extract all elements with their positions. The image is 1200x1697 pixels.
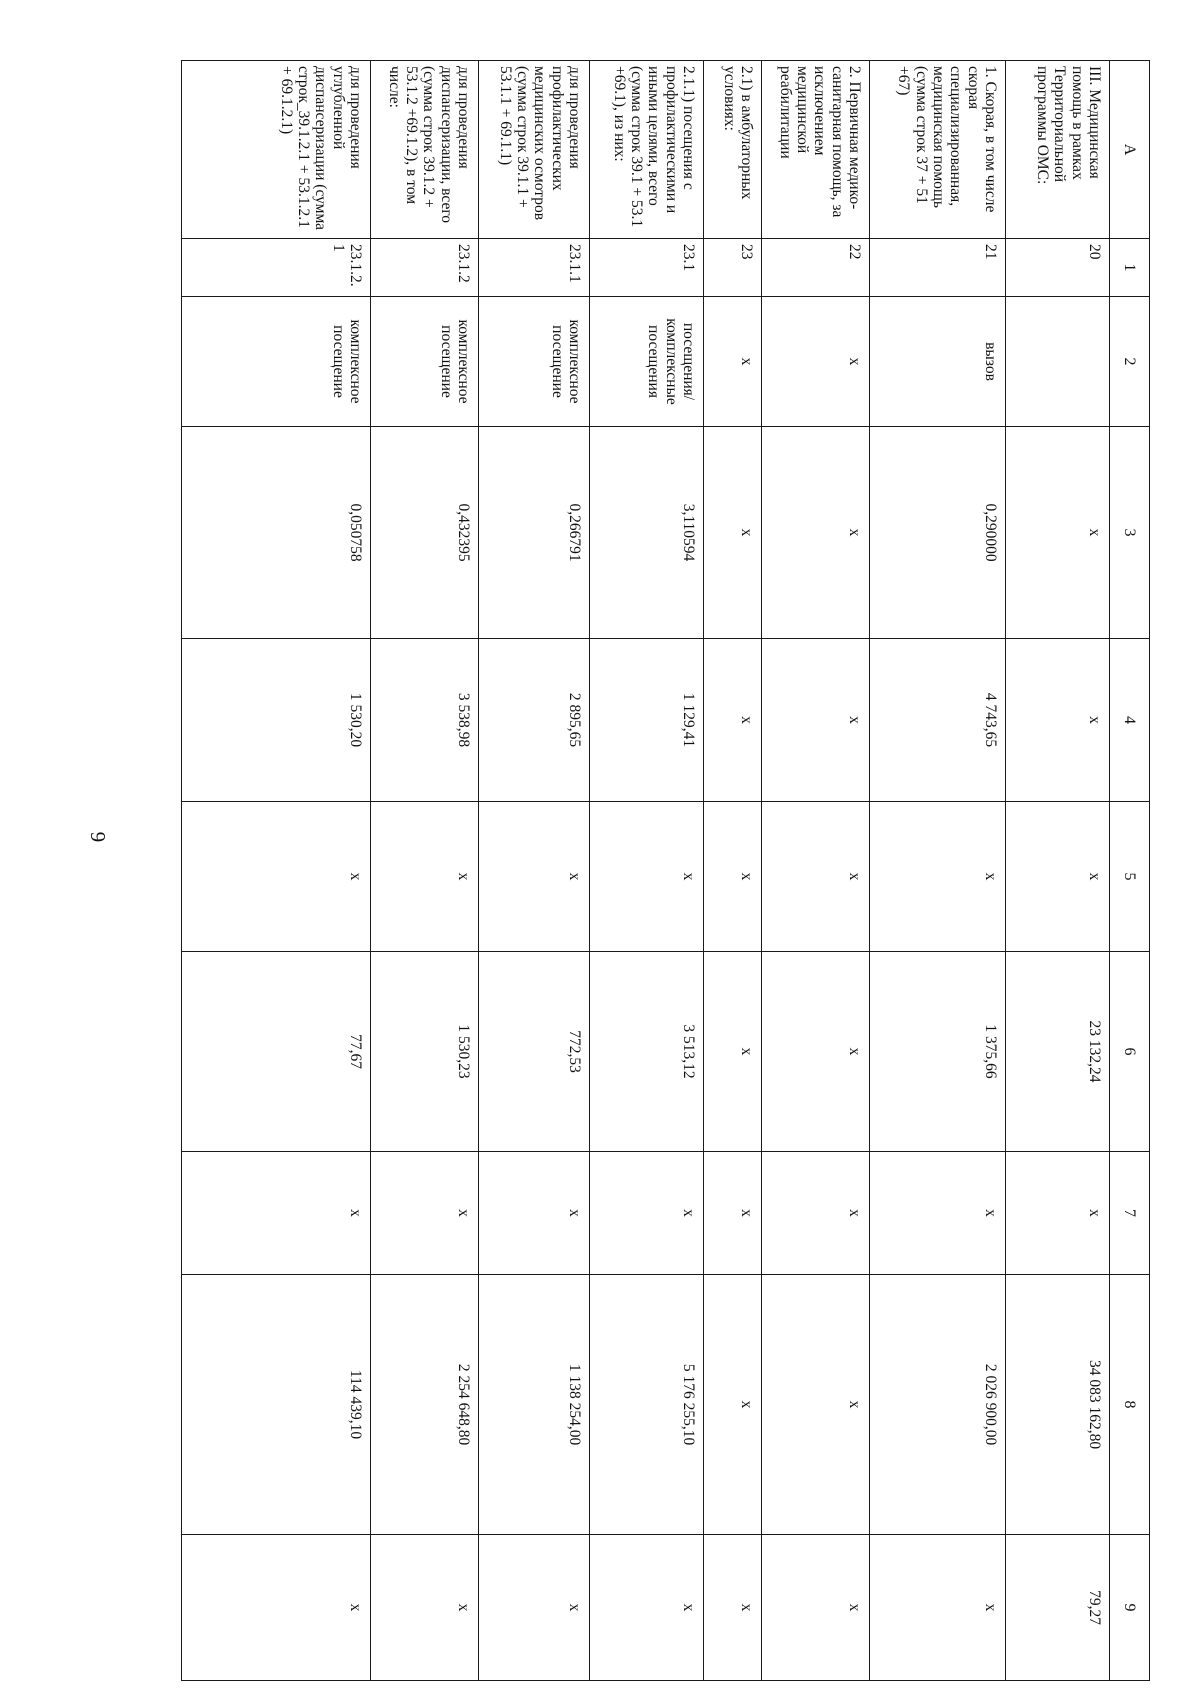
row-number-cell: 23.1.2 xyxy=(371,239,479,297)
value-cell-7: х xyxy=(870,1152,1006,1275)
value-cell-7: х xyxy=(182,1152,371,1275)
table-row xyxy=(870,61,1006,1681)
table-row xyxy=(590,61,704,1681)
value-cell-5: х xyxy=(704,802,762,952)
value-cell-6: 3 513,12 xyxy=(590,952,704,1152)
row-name-cell: 2. Первичная медико-санитарная помощь, за исключением медицинской реабилитации xyxy=(762,61,870,239)
value-cell-8: х xyxy=(762,1275,870,1535)
row-name-cell: 2.1.1) посещения с профилактическими и иными целями, всего (сумма строк 39.1 + 53.1 +69.1), из них: xyxy=(590,61,704,239)
value-cell-7: х xyxy=(371,1152,479,1275)
value-cell-6: 1 530,23 xyxy=(371,952,479,1152)
value-cell-3: х xyxy=(762,427,870,639)
value-cell-9: х xyxy=(704,1535,762,1681)
value-cell-7: х xyxy=(704,1152,762,1275)
row-number-cell: 23.1 xyxy=(590,239,704,297)
row-number-cell: 20 xyxy=(1006,239,1110,297)
value-cell-9: х xyxy=(590,1535,704,1681)
value-cell-9: х xyxy=(870,1535,1006,1681)
row-number-cell: 23.1.2.1 xyxy=(182,239,371,297)
unit-cell xyxy=(1006,297,1110,427)
table-row xyxy=(182,61,371,1681)
value-cell-8: 114 439,10 xyxy=(182,1275,371,1535)
value-cell-6: 23 132,24 xyxy=(1006,952,1110,1152)
value-cell-3: 3,110594 xyxy=(590,427,704,639)
unit-cell: х xyxy=(762,297,870,427)
value-cell-3: 0,266791 xyxy=(479,427,590,639)
header-cell-8: 8 xyxy=(1110,1275,1150,1535)
table-row xyxy=(1006,61,1110,1681)
value-cell-8: 5 176 255,10 xyxy=(590,1275,704,1535)
header-cell-9: 9 xyxy=(1110,1535,1150,1681)
header-cell-6: 6 xyxy=(1110,952,1150,1152)
value-cell-5: х xyxy=(590,802,704,952)
value-cell-7: х xyxy=(590,1152,704,1275)
value-cell-8: х xyxy=(704,1275,762,1535)
value-cell-5: х xyxy=(182,802,371,952)
value-cell-6: 1 375,66 xyxy=(870,952,1006,1152)
value-cell-3: х xyxy=(1006,427,1110,639)
value-cell-6: 772,53 xyxy=(479,952,590,1152)
value-cell-4: х xyxy=(762,639,870,802)
header-cell-4: 4 xyxy=(1110,639,1150,802)
header-cell-a: А xyxy=(1110,61,1150,239)
value-cell-9: 79,27 xyxy=(1006,1535,1110,1681)
unit-cell: посещения/ комплексные посещения xyxy=(590,297,704,427)
row-name-cell: для проведения углубленной диспансеризации (сумма строк_39.1.2.1 + 53.1.2.1 + 69.1.2.1) xyxy=(182,61,371,239)
unit-cell: комплексное посещение xyxy=(371,297,479,427)
value-cell-9: х xyxy=(371,1535,479,1681)
value-cell-4: 3 538,98 xyxy=(371,639,479,802)
value-cell-4: х xyxy=(704,639,762,802)
value-cell-6: х xyxy=(704,952,762,1152)
value-cell-5: х xyxy=(870,802,1006,952)
value-cell-6: х xyxy=(762,952,870,1152)
value-cell-3: х xyxy=(704,427,762,639)
value-cell-9: х xyxy=(182,1535,371,1681)
page-number: 6 xyxy=(86,831,110,843)
table-row xyxy=(762,61,870,1681)
header-cell-2: 2 xyxy=(1110,297,1150,427)
row-name-cell: 2.1) в амбулаторных условиях: xyxy=(704,61,762,239)
value-cell-4: 1 129,41 xyxy=(590,639,704,802)
value-cell-9: х xyxy=(762,1535,870,1681)
unit-cell: вызов xyxy=(870,297,1006,427)
value-cell-7: х xyxy=(762,1152,870,1275)
row-number-cell: 23.1.1 xyxy=(479,239,590,297)
value-cell-4: 2 895,65 xyxy=(479,639,590,802)
row-number-cell: 21 xyxy=(870,239,1006,297)
value-cell-7: х xyxy=(1006,1152,1110,1275)
value-cell-4: 1 530,20 xyxy=(182,639,371,802)
value-cell-5: х xyxy=(1006,802,1110,952)
value-cell-3: 0,290000 xyxy=(870,427,1006,639)
row-name-cell: для проведения профилактических медицинских осмотров (сумма строк 39.1.1 + 53.1.1 + 69.1.1) xyxy=(479,61,590,239)
financing-table xyxy=(181,60,1150,1681)
unit-cell: комплексное посещение xyxy=(182,297,371,427)
row-name-cell: 1. Скорая, в том числе скорая специализированная, медицинская помощь (сумма строк 37 + 51 +67) xyxy=(870,61,1006,239)
rotated-page-body xyxy=(182,60,1150,1680)
value-cell-9: х xyxy=(479,1535,590,1681)
value-cell-5: х xyxy=(479,802,590,952)
value-cell-8: 2 026 900,00 xyxy=(870,1275,1006,1535)
value-cell-3: 0,432395 xyxy=(371,427,479,639)
value-cell-8: 34 083 162,80 xyxy=(1006,1275,1110,1535)
value-cell-5: х xyxy=(371,802,479,952)
value-cell-7: х xyxy=(479,1152,590,1275)
value-cell-5: х xyxy=(762,802,870,952)
row-name-cell: III. Медицинская помощь в рамках Территориальной программы ОМС: xyxy=(1006,61,1110,239)
header-cell-7: 7 xyxy=(1110,1152,1150,1275)
value-cell-6: 77,67 xyxy=(182,952,371,1152)
header-row xyxy=(1110,61,1150,1681)
unit-cell: х xyxy=(704,297,762,427)
value-cell-8: 1 138 254,00 xyxy=(479,1275,590,1535)
table-row xyxy=(371,61,479,1681)
row-number-cell: 22 xyxy=(762,239,870,297)
table-row xyxy=(479,61,590,1681)
row-number-cell: 23 xyxy=(704,239,762,297)
value-cell-8: 2 254 648,80 xyxy=(371,1275,479,1535)
value-cell-3: 0,050758 xyxy=(182,427,371,639)
table-row xyxy=(704,61,762,1681)
value-cell-4: 4 743,65 xyxy=(870,639,1006,802)
row-name-cell: для проведения диспансеризации, всего (сумма строк 39.1.2 + 53.1.2 +69.1.2), в том числе: xyxy=(371,61,479,239)
header-cell-5: 5 xyxy=(1110,802,1150,952)
value-cell-4: х xyxy=(1006,639,1110,802)
header-cell-1: 1 xyxy=(1110,239,1150,297)
header-cell-3: 3 xyxy=(1110,427,1150,639)
unit-cell: комплексное посещение xyxy=(479,297,590,427)
